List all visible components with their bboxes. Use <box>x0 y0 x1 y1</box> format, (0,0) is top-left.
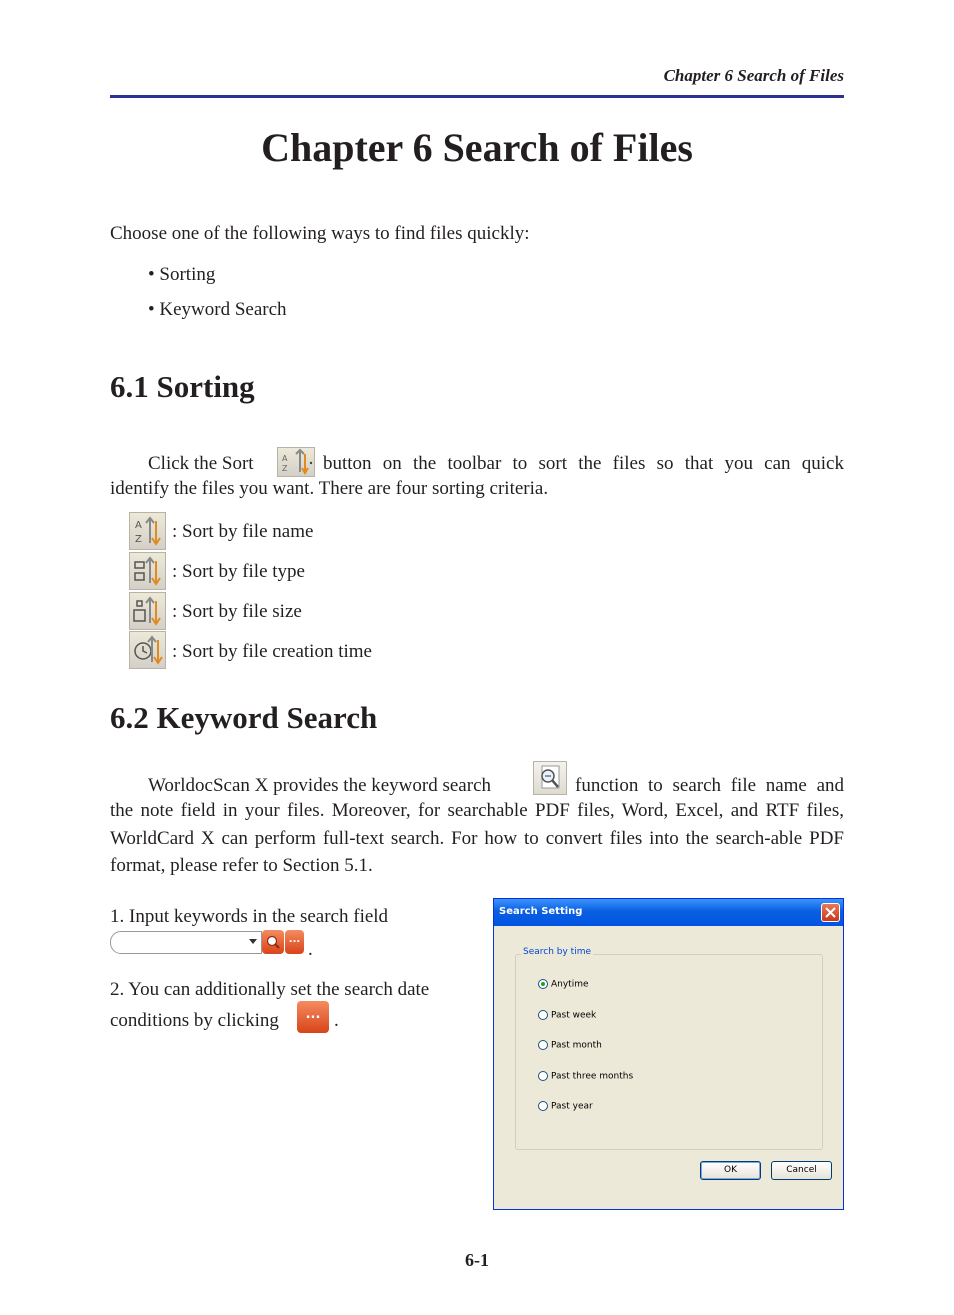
svg-text:A: A <box>282 454 288 463</box>
sort-by-type-icon <box>129 552 166 590</box>
radio-label: Past week <box>551 1010 597 1021</box>
intro-text: Choose one of the following ways to find files quickly: <box>110 223 530 244</box>
step1-text: 1. Input keywords in the search field <box>110 906 389 927</box>
step2-end: . <box>334 1010 339 1031</box>
svg-text:Z: Z <box>282 464 288 473</box>
svg-text:A: A <box>135 520 142 531</box>
radio-past-week[interactable] <box>538 1010 596 1021</box>
section-heading-keyword-search: 6.2 Keyword Search <box>110 700 378 735</box>
criteria-label-size: : Sort by file size <box>172 601 302 622</box>
radio-label: Anytime <box>551 979 589 990</box>
keyword-para-start: WorldocScan X provides the keyword search <box>148 775 492 796</box>
keyword-search-icon[interactable] <box>533 761 567 795</box>
radio-icon[interactable] <box>538 1010 548 1020</box>
close-icon[interactable] <box>821 903 840 922</box>
keyword-para-rest: the note field in your files. Moreover, for searchable PDF files, Word, Excel, and RTF files, WorldCard X can perform full-text search. For how to convert files into the search-able PDF format, please refer to Section 5.1. <box>110 800 844 876</box>
header-rule <box>110 95 844 98</box>
search-field-widget[interactable] <box>110 930 304 954</box>
radio-selected-icon[interactable] <box>538 979 548 989</box>
radio-past-three-months[interactable] <box>538 1071 633 1082</box>
running-header: Chapter 6 Search of Files <box>663 66 844 85</box>
group-label: Search by time <box>523 947 592 957</box>
radio-past-month[interactable] <box>538 1040 602 1051</box>
cancel-button[interactable]: Cancel <box>771 1161 832 1180</box>
step2-line1: 2. You can additionally set the search date <box>110 979 430 1000</box>
dialog-title: Search Setting <box>499 906 583 917</box>
radio-icon[interactable] <box>538 1071 548 1081</box>
sort-by-time-icon <box>129 631 166 669</box>
search-setting-dialog <box>493 898 844 1210</box>
radio-label: Past month <box>551 1040 602 1051</box>
sort-para-end: identify the files you want. There are four sorting criteria. <box>110 478 549 499</box>
sort-by-size-icon <box>129 592 166 630</box>
radio-icon[interactable] <box>538 1101 548 1111</box>
page-number: 6-1 <box>465 1250 489 1270</box>
svg-text:Z: Z <box>135 534 142 545</box>
criteria-label-type: : Sort by file type <box>172 561 305 582</box>
search-input[interactable] <box>110 931 262 954</box>
ok-button[interactable]: OK <box>700 1161 761 1180</box>
step1-end: . <box>308 939 313 960</box>
sort-by-name-icon <box>129 512 166 550</box>
radio-label: Past year <box>551 1101 593 1112</box>
criteria-label-name: : Sort by file name <box>172 521 314 542</box>
step2-line2: conditions by clicking <box>110 1010 279 1031</box>
radio-anytime[interactable] <box>538 979 589 990</box>
sort-button-icon[interactable] <box>277 447 315 477</box>
sort-para-middle: button on the toolbar to sort the files so that you can quick <box>323 453 844 474</box>
sort-para-start: Click the Sort <box>148 453 254 474</box>
radio-label: Past three months <box>551 1071 634 1082</box>
search-magnifier-button[interactable] <box>262 930 284 954</box>
bullet-keyword-search: • Keyword Search <box>148 299 287 320</box>
section-heading-sorting: 6.1 Sorting <box>110 369 255 404</box>
dialog-title-bar <box>494 899 843 926</box>
chapter-title: Chapter 6 Search of Files <box>261 125 693 170</box>
date-conditions-button[interactable]: ... <box>297 1001 329 1033</box>
radio-past-year[interactable] <box>538 1101 593 1112</box>
dropdown-arrow-icon[interactable] <box>249 939 257 944</box>
criteria-label-time: : Sort by file creation time <box>172 641 372 662</box>
keyword-para-middle: function to search file name and <box>575 775 844 796</box>
date-options-button[interactable]: ... <box>285 930 304 954</box>
radio-icon[interactable] <box>538 1040 548 1050</box>
bullet-sorting: • Sorting <box>148 264 216 285</box>
